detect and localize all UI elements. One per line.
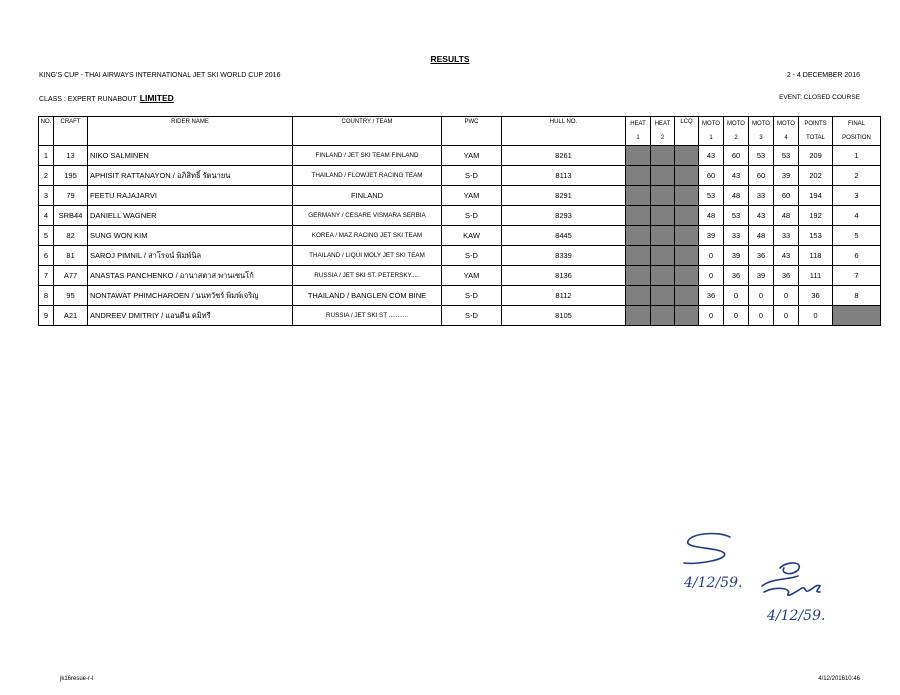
hull-number: 8261	[502, 146, 626, 166]
final-position: 4	[833, 206, 881, 226]
col-header-craft: CRAFT	[54, 117, 88, 146]
footer-file-name: jk16resue-r-l	[60, 676, 94, 682]
heat1-cell	[626, 246, 651, 266]
footer-print-time: 4/12/201610:46	[818, 676, 860, 682]
row-number: 7	[39, 266, 54, 286]
moto1-score: 60	[699, 166, 724, 186]
final-position: 3	[833, 186, 881, 206]
heat1-cell	[626, 146, 651, 166]
header-row	[39, 117, 881, 132]
pwc: YAM	[442, 146, 502, 166]
row-number: 9	[39, 306, 54, 326]
country-team: RUSSIA / JET SKI ST. PETERSKY.....	[293, 266, 442, 286]
col-header-moto3-top: MOTO	[749, 117, 774, 132]
table-row	[39, 186, 881, 206]
moto2-score: 0	[724, 286, 749, 306]
table-row	[39, 146, 881, 166]
col-header-pwc: PWC	[442, 117, 502, 146]
heat2-cell	[651, 206, 675, 226]
moto4-score: 39	[774, 166, 799, 186]
country-team: KOREA / MAZ RACING JET SKI TEAM	[293, 226, 442, 246]
moto2-score: 39	[724, 246, 749, 266]
lcq-cell	[675, 146, 699, 166]
col-header-hull: HULL NO.	[502, 117, 626, 146]
moto4-score: 0	[774, 306, 799, 326]
row-number: 6	[39, 246, 54, 266]
col-header-points-top: POINTS	[799, 117, 833, 132]
hull-number: 8291	[502, 186, 626, 206]
moto3-score: 39	[749, 266, 774, 286]
lcq-cell	[675, 246, 699, 266]
craft-number: 95	[54, 286, 88, 306]
col-header-moto1-top: MOTO	[699, 117, 724, 132]
row-number: 3	[39, 186, 54, 206]
moto4-score: 60	[774, 186, 799, 206]
rider-name: NIKO SALMINEN	[88, 146, 293, 166]
heat1-cell	[626, 186, 651, 206]
heat1-cell	[626, 306, 651, 326]
moto2-score: 60	[724, 146, 749, 166]
craft-number: 82	[54, 226, 88, 246]
hull-number: 8105	[502, 306, 626, 326]
row-number: 1	[39, 146, 54, 166]
handwritten-date-1: 4/12/59.	[684, 575, 743, 591]
col-header-moto1-num: 1	[699, 131, 724, 146]
rider-name: SUNG WON KIM	[88, 226, 293, 246]
col-header-moto2-num: 2	[724, 131, 749, 146]
final-position: 8	[833, 286, 881, 306]
moto1-score: 0	[699, 306, 724, 326]
heat2-cell	[651, 266, 675, 286]
pwc: S-D	[442, 286, 502, 306]
lcq-cell	[675, 266, 699, 286]
col-header-moto4-top: MOTO	[774, 117, 799, 132]
rider-name: FEETU RAJAJARVI	[88, 186, 293, 206]
class-prefix: CLASS : EXPERT RUNABOUT	[39, 96, 137, 103]
col-header-country: COUNTRY / TEAM	[293, 117, 442, 146]
points-total: 36	[799, 286, 833, 306]
moto3-score: 36	[749, 246, 774, 266]
class-name: LIMITED	[139, 93, 174, 103]
final-position	[833, 306, 881, 326]
rider-name: DANIELL WAGNER	[88, 206, 293, 226]
rider-name: SAROJ PIMNIL / สาโรจน์ พิมพ์นิล	[88, 246, 293, 266]
moto1-score: 39	[699, 226, 724, 246]
heat1-cell	[626, 226, 651, 246]
hull-number: 8113	[502, 166, 626, 186]
col-header-final-top: FINAL	[833, 117, 881, 132]
col-header-heat1-top: HEAT	[626, 117, 651, 132]
country-team: GERMANY / CESARE VISMARA SERBIA	[293, 206, 442, 226]
handwritten-date-2: 4/12/59.	[767, 608, 826, 624]
craft-number: 81	[54, 246, 88, 266]
heat2-cell	[651, 246, 675, 266]
country-team: FINLAND	[293, 186, 442, 206]
row-number: 8	[39, 286, 54, 306]
pwc: S-D	[442, 306, 502, 326]
col-header-moto2-top: MOTO	[724, 117, 749, 132]
moto4-score: 53	[774, 146, 799, 166]
moto2-score: 53	[724, 206, 749, 226]
rider-name: ANASTAS PANCHENKO / อานาสตาส พานเชนโก้	[88, 266, 293, 286]
pwc: S-D	[442, 246, 502, 266]
col-header-no: NO.	[39, 117, 54, 146]
table-row	[39, 266, 881, 286]
lcq-cell	[675, 206, 699, 226]
heat1-cell	[626, 266, 651, 286]
col-header-moto4-num: 4	[774, 131, 799, 146]
lcq-cell	[675, 226, 699, 246]
moto4-score: 33	[774, 226, 799, 246]
lcq-cell	[675, 166, 699, 186]
moto2-score: 48	[724, 186, 749, 206]
pwc: S-D	[442, 166, 502, 186]
event-type: EVENT: CLOSED COURSE	[779, 94, 860, 101]
col-header-final-bottom: POSITION	[833, 131, 881, 146]
moto3-score: 60	[749, 166, 774, 186]
results-table	[38, 116, 881, 326]
document-title: RESULTS	[430, 54, 470, 64]
hull-number: 8112	[502, 286, 626, 306]
moto1-score: 48	[699, 206, 724, 226]
moto2-score: 0	[724, 306, 749, 326]
col-header-points-bottom: TOTAL	[799, 131, 833, 146]
craft-number: 13	[54, 146, 88, 166]
moto1-score: 36	[699, 286, 724, 306]
row-number: 4	[39, 206, 54, 226]
craft-number: A21	[54, 306, 88, 326]
hull-number: 8445	[502, 226, 626, 246]
rider-name: NONTAWAT PHIMCHAROEN / นนทวัชร์ พิมพ์เจริญ	[88, 286, 293, 306]
heat1-cell	[626, 206, 651, 226]
row-number: 2	[39, 166, 54, 186]
moto3-score: 33	[749, 186, 774, 206]
moto3-score: 53	[749, 146, 774, 166]
hull-number: 8339	[502, 246, 626, 266]
table-row	[39, 286, 881, 306]
table-row	[39, 206, 881, 226]
points-total: 0	[799, 306, 833, 326]
heat2-cell	[651, 146, 675, 166]
moto1-score: 0	[699, 246, 724, 266]
heat2-cell	[651, 226, 675, 246]
col-header-rider: RIDER NAME	[88, 117, 293, 146]
hull-number: 8293	[502, 206, 626, 226]
points-total: 192	[799, 206, 833, 226]
moto4-score: 43	[774, 246, 799, 266]
table-row	[39, 166, 881, 186]
rider-name: ANDREEV DMITRIY / แอนดีน ดมิทรี	[88, 306, 293, 326]
craft-number: SRB44	[54, 206, 88, 226]
heat2-cell	[651, 186, 675, 206]
moto4-score: 0	[774, 286, 799, 306]
moto1-score: 0	[699, 266, 724, 286]
event-dates: 2 - 4 DECEMBER 2016	[786, 72, 860, 79]
points-total: 118	[799, 246, 833, 266]
moto2-score: 36	[724, 266, 749, 286]
col-header-lcq: LCQ	[675, 117, 699, 146]
country-team: FINLAND / JET SKI TEAM FINLAND	[293, 146, 442, 166]
heat2-cell	[651, 166, 675, 186]
lcq-cell	[675, 186, 699, 206]
pwc: YAM	[442, 266, 502, 286]
country-team: THAILAND / BANGLEN COM BINE	[293, 286, 442, 306]
moto3-score: 43	[749, 206, 774, 226]
row-number: 5	[39, 226, 54, 246]
table-row	[39, 226, 881, 246]
points-total: 209	[799, 146, 833, 166]
moto2-score: 43	[724, 166, 749, 186]
moto1-score: 43	[699, 146, 724, 166]
final-position: 2	[833, 166, 881, 186]
heat1-cell	[626, 286, 651, 306]
pwc: S-D	[442, 206, 502, 226]
points-total: 202	[799, 166, 833, 186]
moto4-score: 48	[774, 206, 799, 226]
heat1-cell	[626, 166, 651, 186]
craft-number: 79	[54, 186, 88, 206]
heat2-cell	[651, 286, 675, 306]
moto4-score: 36	[774, 266, 799, 286]
craft-number: A77	[54, 266, 88, 286]
heat2-cell	[651, 306, 675, 326]
table-row	[39, 246, 881, 266]
country-team: THAILAND / FLOWJET RACING TEAM	[293, 166, 442, 186]
event-name: KING'S CUP - THAI AIRWAYS INTERNATIONAL JET SKI WORLD CUP 2016	[39, 72, 281, 79]
table-row	[39, 306, 881, 326]
moto2-score: 33	[724, 226, 749, 246]
final-position: 1	[833, 146, 881, 166]
pwc: KAW	[442, 226, 502, 246]
class-line	[39, 93, 174, 103]
moto3-score: 0	[749, 286, 774, 306]
points-total: 194	[799, 186, 833, 206]
col-header-heat2-num: 2	[651, 131, 675, 146]
final-position: 5	[833, 226, 881, 246]
lcq-cell	[675, 306, 699, 326]
points-total: 153	[799, 226, 833, 246]
craft-number: 195	[54, 166, 88, 186]
final-position: 7	[833, 266, 881, 286]
moto3-score: 0	[749, 306, 774, 326]
points-total: 111	[799, 266, 833, 286]
moto1-score: 53	[699, 186, 724, 206]
rider-name: APHISIT RATTANAYON / อภิสิทธิ์ รัตนายน	[88, 166, 293, 186]
country-team: THAILAND / LIQUI MOLY JET SKI TEAM	[293, 246, 442, 266]
hull-number: 8136	[502, 266, 626, 286]
moto3-score: 48	[749, 226, 774, 246]
final-position: 6	[833, 246, 881, 266]
col-header-heat1-num: 1	[626, 131, 651, 146]
col-header-heat2-top: HEAT	[651, 117, 675, 132]
lcq-cell	[675, 286, 699, 306]
col-header-moto3-num: 3	[749, 131, 774, 146]
pwc: YAM	[442, 186, 502, 206]
country-team: RUSSIA / JET SKI ST ...........	[293, 306, 442, 326]
